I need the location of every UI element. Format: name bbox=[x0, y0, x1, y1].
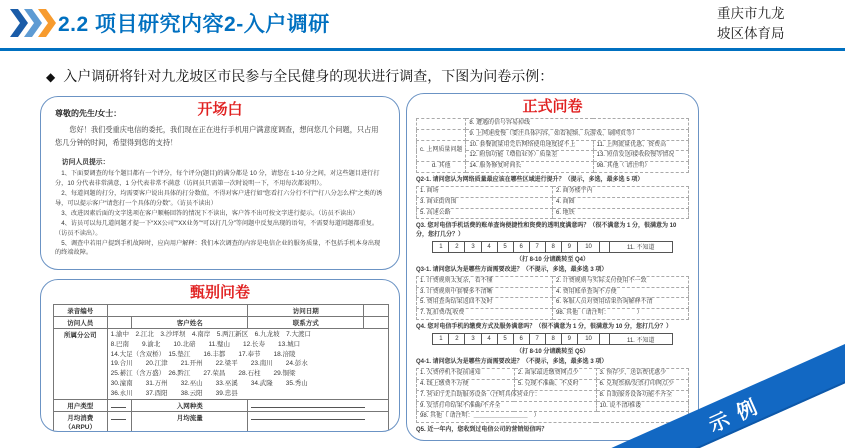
table-row bbox=[54, 412, 389, 432]
score-cell bbox=[600, 334, 610, 345]
q3-score-scale bbox=[432, 241, 672, 253]
formal-questionnaire-panel bbox=[406, 93, 699, 441]
q4-skip-note: （打 8-10 分请跳转至 Q5） bbox=[515, 349, 589, 356]
intro-bullet-text: 入户调研将针对九龙坡区市民参与全民健身的现状进行调查，下图为问卷示例： bbox=[63, 68, 554, 84]
score-cell: 7 bbox=[529, 334, 545, 345]
q3-option: 2. 计费规则与实际支付使用不一致 bbox=[553, 276, 689, 287]
table-row bbox=[433, 241, 672, 252]
score-cell: 4 bbox=[481, 334, 497, 345]
interviewer-tips-header: 访问人员提示： bbox=[61, 159, 110, 167]
table-row bbox=[433, 334, 672, 345]
table-row bbox=[417, 129, 689, 140]
q3-skip-note: （打 8-10 分请跳转至 Q4） bbox=[515, 256, 589, 263]
q4-option: 1. 欠费停机不提前通知 bbox=[417, 369, 515, 380]
score-cell: 6 bbox=[513, 334, 529, 345]
branch-line-3: 14.大足（含双桥） 15.垫江 16.丰都 17.奉节 18.涪陵 bbox=[110, 350, 296, 358]
arpu-field bbox=[107, 412, 132, 432]
opening-intro-paragraph: 您好！我们受重庆电信的委托，我们现在正在进行手机用户满意度调查，想问您几个问题，只占用您几分钟的时间，希望得到您的支持！ bbox=[55, 125, 379, 147]
diamond-bullet-icon: ◆ bbox=[46, 70, 56, 84]
interviewer-tip-5: 5、调查中若用户提到手机故障时，应向用户解释：我们本次调查的内容是电信企业的服务质量，不包括手机本身出现的终端故障。 bbox=[55, 239, 381, 257]
q4-option: 2. 离家最近缴费网点少 bbox=[514, 369, 596, 380]
interviewer-label: 访问人员 bbox=[54, 317, 108, 329]
q3-options-table bbox=[416, 276, 689, 320]
header-divider bbox=[0, 48, 845, 51]
screening-questionnaire-panel bbox=[40, 279, 400, 432]
table-row bbox=[417, 287, 689, 298]
section-d-label: d. 其他 bbox=[417, 162, 466, 173]
table-row bbox=[417, 412, 689, 423]
score-cell: 1 bbox=[433, 334, 449, 345]
score-cell: 5 bbox=[497, 241, 513, 252]
screening-table bbox=[53, 304, 389, 432]
monthly-traffic-field bbox=[248, 412, 389, 432]
customer-name-label: 客户姓名 bbox=[132, 317, 248, 329]
organization-line1: 重庆市九龙 bbox=[717, 6, 785, 21]
arpu-label-line1: 月均消费 bbox=[67, 415, 94, 423]
score-cell: 10 bbox=[577, 241, 599, 252]
score-cell: 2 bbox=[449, 334, 465, 345]
organization-line2: 坡区体育局 bbox=[717, 26, 785, 42]
score-cell: 3 bbox=[465, 241, 481, 252]
score-cell: 8 bbox=[545, 334, 561, 345]
score-cell bbox=[600, 241, 610, 252]
q4-option: 10. 说不清/推诿 bbox=[596, 401, 689, 412]
table-row bbox=[417, 119, 689, 130]
branch-line-1: 1.渝中 2.江北 3.沙坪坝 4.南岸 5.两江新区 6.九龙坡 7.大渡口 bbox=[110, 331, 312, 338]
arpu-label bbox=[54, 412, 108, 432]
interviewer-tip-3: 3、改进因素后面的文字选项在客户顺畅回答的情况下不读出，客户答不出可按文字进行提示。（访员不读出） bbox=[61, 209, 359, 217]
table-row bbox=[417, 390, 689, 401]
q4-option: 9. 发票打印结果不准确/不齐全 bbox=[417, 401, 597, 412]
table-row bbox=[417, 276, 689, 287]
q2-option: 1. 商场 bbox=[417, 187, 553, 198]
q2-option: 5. 高速公路 bbox=[417, 208, 553, 219]
issue-item-13: 13. 短信发送/接收较慢等情况 bbox=[593, 151, 688, 162]
table-row bbox=[417, 162, 689, 173]
organization-name bbox=[717, 4, 829, 45]
issue-item-10: 10. 套餐流量用完后网络使用速度提不上 bbox=[466, 140, 593, 151]
interviewer-tip-1: 1、下面要调查的每个题目都有一个评分，每个评分(题目)的满分都是 10 分，请您在 1-10 分之间，对这些题目进行打分，10 分代表非常满意，1 分代表非常不满意（访问员只需第一次时说明一下，不用每次都说明）。 bbox=[55, 170, 380, 187]
network-type-label: 入网种类 bbox=[132, 400, 248, 412]
issue-item-11: 11. 上网流量优惠、资费高 bbox=[593, 140, 688, 151]
record-no-field bbox=[107, 305, 248, 317]
score-cell: 1 bbox=[433, 241, 449, 252]
q3-option: 3. 计费规则中套餐多不清晰 bbox=[417, 287, 553, 298]
score-cell: 8 bbox=[545, 241, 561, 252]
branch-line-7: 36.永川 37.酉阳 38.云阳 39.忠县 bbox=[110, 389, 238, 397]
user-type-label: 用户类型 bbox=[54, 400, 108, 412]
q4-option: 5. 兑现不准确、不及时 bbox=[514, 379, 596, 390]
branch-line-6: 30.潼南 31.万州 32.巫山 33.巫溪 34.武隆 35.秀山 bbox=[110, 379, 308, 387]
q4-option: 6. 兑现票据/发票打印网点少 bbox=[596, 379, 689, 390]
table-row bbox=[54, 329, 389, 400]
score-cell: 6 bbox=[513, 241, 529, 252]
issue-item-12: 12. 附加功能（增值业务）质量差 bbox=[466, 151, 593, 162]
formal-title: 正式问卷 bbox=[522, 98, 583, 115]
issue-item-8: 8. 遭遇的信号容易掉线 bbox=[466, 119, 689, 130]
monthly-traffic-label: 月均流量 bbox=[132, 412, 248, 432]
score-cell: 2 bbox=[449, 241, 465, 252]
q2-option: 3. 商业街周围 bbox=[417, 197, 553, 208]
issue-item-14: 14. 服务修复时间长 bbox=[466, 162, 593, 173]
table-row bbox=[417, 208, 689, 219]
q4-option: 3. 预存少、送话费优惠少 bbox=[596, 369, 689, 380]
table-row bbox=[417, 140, 689, 151]
table-row bbox=[417, 369, 689, 380]
question-q3: Q3. 您对电信手机话费的账单查询便捷性和资费的透明度满意吗？（很不满意为 1 分，很满意为 10 分，您打几分？） bbox=[416, 223, 677, 238]
q4-option: 7. 营业厅无自助服务设备（注明具体营业厅： bbox=[417, 390, 597, 401]
interviewer-field bbox=[107, 317, 132, 329]
branch-options bbox=[107, 329, 388, 400]
example-ribbon-label: 示例 bbox=[705, 391, 770, 437]
q3-option: 4. 费用账单查询不方便 bbox=[553, 287, 689, 298]
q4-option: 98. 其他（ 请注明：＿＿＿＿＿＿＿＿＿ ） bbox=[417, 412, 689, 423]
blank-cell bbox=[417, 119, 466, 130]
network-type-field bbox=[248, 400, 389, 412]
q4-score-scale bbox=[432, 333, 672, 345]
formal-body bbox=[407, 118, 698, 434]
question-q4: Q4. 您对电信手机的缴费方式及服务满意吗？（很不满意为 1 分，很满意为 10 分，您打几分？） bbox=[416, 323, 673, 330]
q2-option: 4. 商圈 bbox=[553, 197, 689, 208]
page-title: 2.2 项目研究内容2-入户调研 bbox=[58, 13, 330, 36]
table-row bbox=[54, 400, 389, 412]
score-cell: 9 bbox=[561, 241, 577, 252]
question-q5: Q5. 近一年内，您收到过电信公司的营销短信吗？ bbox=[416, 427, 548, 434]
q4-option: 4. 线上缴费不方便 bbox=[417, 379, 515, 390]
score-cell-dk: 11. 不知道 bbox=[609, 241, 672, 252]
score-cell: 10 bbox=[577, 334, 599, 345]
contact-label: 联系方式 bbox=[248, 317, 364, 329]
q4-option: 8. 自助服务设备功能不齐全 bbox=[596, 390, 689, 401]
user-type-field bbox=[107, 400, 132, 412]
interviewer-tip-4: 4、访员可以每几道问题才提一下“XX公司”“XX业务”“可以打几分”等问题中反复出现的语句，不需要每道问题都重复。（访员不读出）。 bbox=[55, 219, 379, 237]
branch-label: 所属分公司 bbox=[54, 329, 108, 400]
interviewer-tip-2: 2、每道问题的打分，均需要客户说出具体的打分数值，不得对客户进行如“您看打六分行不行”“打八分怎么样”之类的诱导，可以提示客户“请您打一个具体的分数”。（访员不读出） bbox=[55, 189, 383, 207]
triple-chevron-icon bbox=[10, 9, 56, 37]
score-cell: 7 bbox=[529, 241, 545, 252]
opening-title: 开场白 bbox=[197, 101, 243, 118]
section-c-label: c. 上网质量问题 bbox=[417, 140, 466, 162]
table-row bbox=[417, 298, 689, 309]
intro-bullet bbox=[46, 66, 553, 86]
q3-option: 6. 客服人员对费用结果咨询解释不清 bbox=[553, 298, 689, 309]
score-cell: 3 bbox=[465, 334, 481, 345]
score-cell-dk: 11. 不知道 bbox=[609, 334, 672, 345]
table-row bbox=[417, 309, 689, 320]
table-row bbox=[417, 197, 689, 208]
q3-option: 1. 计费规则太复杂，看不懂 bbox=[417, 276, 553, 287]
record-no-label: 录音编号 bbox=[54, 305, 108, 317]
branch-line-4: 19.合川 20.江津 21.开州 22.梁平 23.南川 24.彭水 bbox=[110, 360, 308, 368]
table-row bbox=[54, 317, 389, 329]
q3-option: 98. 其他（ 请注明： ） bbox=[553, 309, 689, 320]
contact-field bbox=[364, 317, 389, 329]
table-row bbox=[417, 187, 689, 198]
opening-greeting: 尊敬的先生/女士： bbox=[55, 109, 122, 118]
blank-cell bbox=[417, 129, 466, 140]
issue-item-98: 98. 其他（ 请注明） bbox=[593, 162, 688, 173]
table-row bbox=[54, 305, 389, 317]
q2-option: 6. 地铁 bbox=[553, 208, 689, 219]
table-row bbox=[417, 401, 689, 412]
opening-script-panel bbox=[40, 96, 400, 270]
score-cell: 5 bbox=[497, 334, 513, 345]
network-issues-table bbox=[416, 118, 689, 173]
interview-date-field bbox=[364, 305, 389, 317]
arpu-label-line2: （ARPU） bbox=[64, 424, 96, 432]
branch-line-2: 8.巴南 9.渝北 10.北碚 11.璧山 12.长寿 13.城口 bbox=[110, 340, 301, 348]
score-cell: 4 bbox=[481, 241, 497, 252]
question-q3-1: Q3-1. 请问您认为是哪些方面需要改进？（不提示，多选，最多选 3 项） bbox=[416, 266, 608, 273]
q2-option: 2. 商务楼宇内 bbox=[553, 187, 689, 198]
issue-item-9: 9. 上网速度慢（要注具体内容，如看视频、玩游戏、刷网页等） bbox=[466, 129, 689, 140]
question-q2-1: Q2-1. 请问您认为网络质量最应该在哪些区域进行提升？（提示，多选，最多选 5 项） bbox=[416, 176, 644, 183]
q4-options-table bbox=[416, 368, 689, 423]
screening-title: 甄别问卷 bbox=[189, 284, 250, 301]
question-q4-1: Q4-1. 请问您认为是哪些方面需要改进？（不提示，多选，最多选 3 项） bbox=[416, 359, 608, 366]
score-cell: 9 bbox=[561, 334, 577, 345]
q3-option: 7. 乱扣费/乱收费 bbox=[417, 309, 553, 320]
interview-date-label: 访问日期 bbox=[248, 305, 364, 317]
q3-option: 5. 费用查询结果返回不及时 bbox=[417, 298, 553, 309]
branch-line-5: 25.綦江（含万盛） 26.黔江 27.荣昌 28.石柱 29.铜梁 bbox=[110, 370, 296, 377]
q2-options-table bbox=[416, 186, 689, 219]
table-row bbox=[417, 379, 689, 390]
